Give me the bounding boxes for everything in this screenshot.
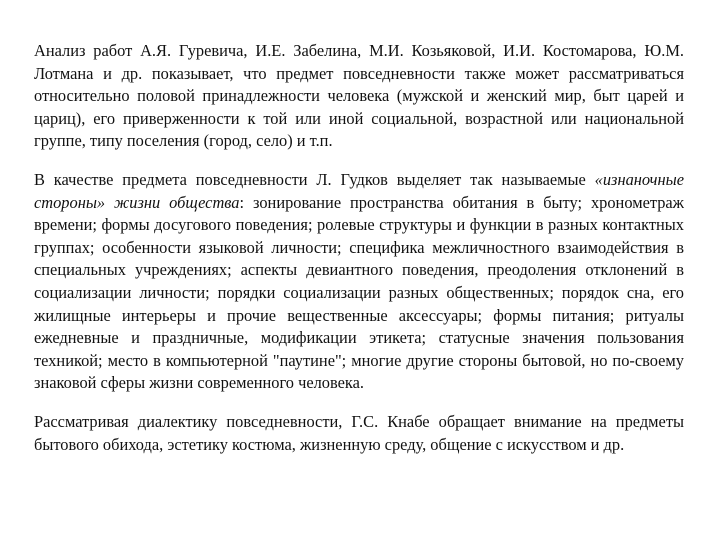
- paragraph-3: Рассматривая диалектику повседневности, Г.С. Кнабе обращает внимание на предметы бытового обихода, эстетику костюма, жизненную среду, общение с искусством и др.: [34, 411, 684, 454]
- paragraph-2-intro: В качестве предмета повседневности Л. Гудков выделяет так называемые: [34, 169, 595, 189]
- paragraph-2-list: : зонирование пространства обитания в быту; хронометраж времени; формы досугового поведения; ролевые структуры и функции в разных контактных группах; особенности языковой личности; специфика межличностного взаимодействия в специальных учреждениях; аспекты девиантного поведения, преодоления отклонений в социализации личности; порядки социализации разных общественных; порядок сна, его жилищные интерьеры и прочие вещественные аксессуары; формы питания; ритуалы ежедневные и праздничные, модификации этикета; статусные значения пользования техникой; место в компьютерной "паутине"; многие другие стороны бытовой, но по-своему знаковой сферы жизни современного человека.: [34, 192, 685, 393]
- document-page: [34, 40, 684, 456]
- paragraph-2-emphasis: «изнаночные стороны» жизни общества: [34, 169, 684, 212]
- paragraph-1: Анализ работ А.Я. Гуревича, И.Е. Забелина, М.И. Козьяковой, И.И. Костомарова, Ю.М. Лотмана и др. показывает, что предмет повседневности также может рассматриваться относительно половой принадлежности человека (мужской и женский мир, быт царей и цариц), его приверженности к той или иной социальной, возрастной или национальной группе, типу поселения (город, село) и т.п.: [34, 41, 684, 151]
- paragraph-2: [34, 169, 684, 395]
